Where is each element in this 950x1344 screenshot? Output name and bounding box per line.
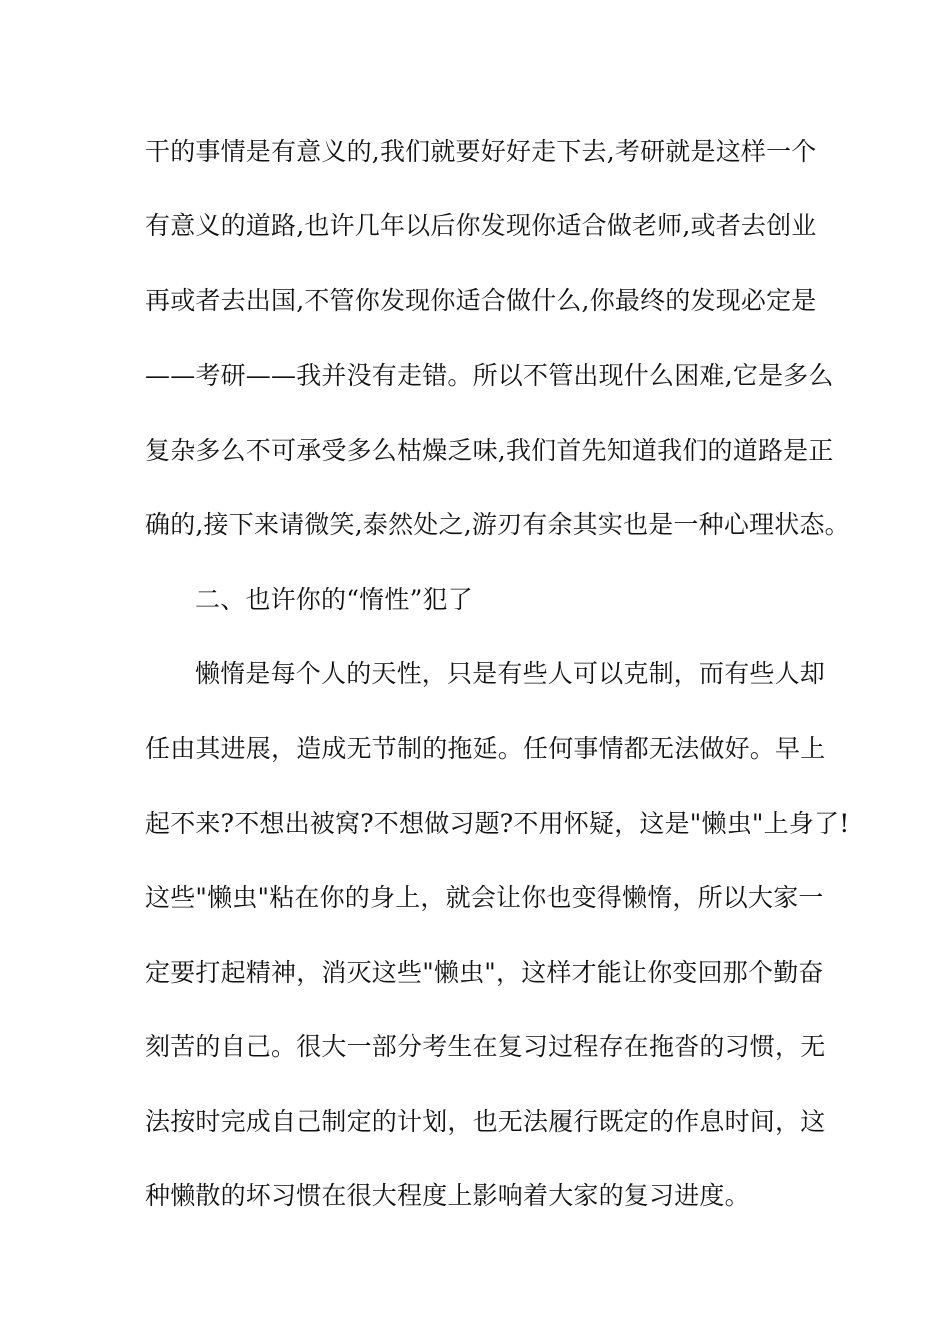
- paragraph-line: 法按时完成自己制定的计划，也无法履行既定的作息时间，这: [145, 1107, 826, 1136]
- paragraph-line: 再或者去出国,不管你发现你适合做什么,你最终的发现必定是: [145, 286, 817, 315]
- paragraph-line: 确的,接下来请微笑,泰然处之,游刃有余其实也是一种心理状态。: [145, 510, 850, 539]
- paragraph-line: 定要打起精神，消灭这些"懒虫"，这样才能让你变回那个勤奋: [145, 958, 824, 987]
- paragraph-line: ——考研——我并没有走错。所以不管出现什么困难,它是多么: [145, 361, 834, 390]
- paragraph-line: 干的事情是有意义的,我们就要好好走下去,考研就是这样一个: [145, 137, 817, 166]
- section-heading: 二、也许你的“惰性”犯了: [195, 585, 473, 614]
- paragraph-line: 刻苦的自己。很大一部分考生在复习过程存在拖沓的习惯，无: [145, 1032, 826, 1061]
- paragraph-line: 懒惰是每个人的天性，只是有些人可以克制，而有些人却: [195, 659, 826, 688]
- paragraph-line: 这些"懒虫"粘在你的身上，就会让你也变得懒惰，所以大家一: [145, 883, 824, 912]
- paragraph-line: 有意义的道路,也许几年以后你发现你适合做老师,或者去创业: [145, 211, 817, 240]
- paragraph-line: 复杂多么不可承受多么枯燥乏味,我们首先知道我们的道路是正: [145, 436, 834, 465]
- paragraph-line: 种懒散的坏习惯在很大程度上影响着大家的复习进度。: [145, 1181, 750, 1210]
- paragraph-line: 起不来?不想出被窝?不想做习题?不用怀疑，这是"懒虫"上身了!: [145, 809, 850, 838]
- paragraph-line: 任由其进展，造成无节制的拖延。任何事情都无法做好。早上: [145, 734, 826, 763]
